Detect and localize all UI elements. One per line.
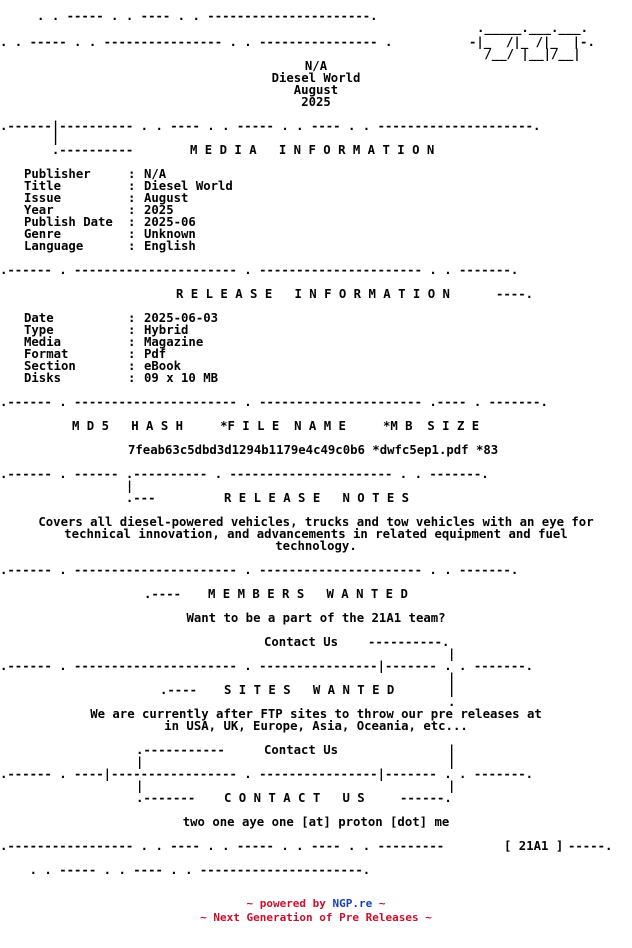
powered-by [0, 898, 632, 910]
separator: | [136, 756, 144, 769]
separator: .--- [0, 492, 156, 505]
separator: | [448, 672, 456, 685]
info-value: Hybrid [144, 324, 189, 337]
info-value: 2025-06 [144, 216, 196, 229]
separator: ----------. [368, 636, 450, 649]
contact-heading: C O N T A C T U S [224, 792, 365, 805]
info-value: 2025-06-03 [144, 312, 219, 325]
separator: | [0, 480, 134, 493]
powered-prefix: ~ powered by [246, 897, 333, 910]
info-colon: : [128, 180, 136, 193]
separator: .---- [160, 684, 198, 697]
info-value: English [144, 240, 196, 253]
powered-suffix: ~ [372, 897, 386, 910]
info-label: Publisher [24, 168, 91, 181]
separator: -----. [568, 840, 613, 853]
info-value: Diesel World [144, 180, 233, 193]
separator: | [0, 132, 60, 145]
sites-wanted-text: in USA, UK, Europe, Asia, Oceania, etc... [164, 720, 468, 733]
info-value: Unknown [144, 228, 196, 241]
separator: ------. [400, 792, 452, 805]
info-value: August [144, 192, 189, 205]
separator: .---------- [0, 144, 149, 157]
info-label: Type [24, 324, 54, 337]
info-colon: : [128, 216, 136, 229]
separator: | [136, 780, 144, 793]
release-notes-text: technical innovation, and advancements in related equipment and fuel [64, 528, 568, 541]
info-label: Section [24, 360, 76, 373]
separator: .------ . ---------------------- . ----------------|------- . . -------. [0, 660, 534, 673]
release-notes-text: Covers all diesel-powered vehicles, trucks and tow vehicles with an eye for [38, 516, 594, 529]
separator: .------ . ------ .---------- . ---------------------- . . -------. [0, 468, 489, 481]
separator: . [448, 696, 456, 709]
info-colon: : [128, 228, 136, 241]
info-colon: : [128, 336, 136, 349]
header-issue: August [293, 84, 339, 97]
info-label: Date [24, 312, 54, 325]
separator: | [448, 648, 456, 661]
ascii-art-top-1: . . ----- . . ---- . . ----------------------. [0, 10, 378, 23]
info-colon: : [128, 168, 136, 181]
members-contact-link[interactable]: Contact Us [264, 636, 339, 649]
info-value: 09 x 10 MB [144, 372, 219, 385]
separator: | [448, 684, 456, 697]
info-colon: : [128, 312, 136, 325]
separator: .----------- [136, 744, 225, 757]
ascii-art-top-2: . . ----- . . ---------------- . . ---------------- . [0, 36, 393, 49]
info-label: Media [24, 336, 62, 349]
separator: | [448, 744, 456, 757]
info-label: Genre [24, 228, 62, 241]
separator: ----. [496, 288, 534, 301]
info-label: Issue [24, 192, 62, 205]
release-notes-text: technology. [275, 540, 357, 553]
info-label: Publish Date [24, 216, 113, 229]
info-colon: : [128, 372, 136, 385]
hash-heading: M D 5 H A S H *F I L E N A M E *M B S I Z E [72, 420, 480, 433]
sites-contact-link[interactable]: Contact Us [264, 744, 339, 757]
separator: .------ . ---------------------- . ---------------------- . . -------. [0, 264, 519, 277]
info-label: Format [24, 348, 69, 361]
tagline: ~ Next Generation of Pre Releases ~ [200, 911, 432, 924]
header-year: 2025 [301, 96, 331, 109]
info-colon: : [128, 240, 136, 253]
release-info-heading: R E L E A S E I N F O R M A T I O N [176, 288, 450, 301]
sites-wanted-text: We are currently after FTP sites to throw our pre releases at [90, 708, 542, 721]
hash-value: 7feab63c5dbd3d1294b1179e4c49c0b6 *dwfc5ep1.pdf *83 [128, 444, 499, 457]
members-wanted-text: Want to be a part of the 21A1 team? [186, 612, 446, 625]
contact-email: two one aye one [at] proton [dot] me [182, 816, 450, 829]
separator: | [448, 780, 456, 793]
logo-line-1: ._____.___.___. [477, 22, 589, 35]
separator: | [448, 756, 456, 769]
separator: .----------------- . . ---- . . ----- . . ---- . . --------- [0, 840, 445, 853]
info-colon: : [128, 192, 136, 205]
info-label: Disks [24, 372, 62, 385]
separator: .------|---------- . . ---- . . ----- . . ---- . . ---------------------. [0, 120, 541, 133]
separator: .------ . ----|----------------- . ----------------|------- . . -------. [0, 768, 534, 781]
header-publisher: N/A [304, 60, 328, 73]
separator: .---- [144, 588, 182, 601]
ngp-link[interactable]: NGP.re [332, 897, 373, 910]
info-value: Magazine [144, 336, 204, 349]
info-colon: : [128, 204, 136, 217]
separator: .------- [136, 792, 196, 805]
media-info-heading: M E D I A I N F O R M A T I O N [190, 144, 435, 157]
info-label: Language [24, 240, 84, 253]
info-label: Year [24, 204, 54, 217]
info-value: Pdf [144, 348, 167, 361]
info-colon: : [128, 348, 136, 361]
logo-line-2: -|_ /|_ /|_ |-. [469, 36, 595, 49]
members-wanted-heading: M E M B E R S W A N T E D [208, 588, 408, 601]
separator: .------ . ---------------------- . ---------------------- .---- . -------. [0, 396, 548, 409]
release-notes-heading: R E L E A S E N O T E S [224, 492, 410, 505]
info-value: eBook [144, 360, 182, 373]
group-tag: [ 21A1 ] [504, 840, 564, 853]
info-value: N/A [144, 168, 167, 181]
info-value: 2025 [144, 204, 174, 217]
header-title: Diesel World [271, 72, 361, 85]
separator: .------ . ---------------------- . ---------------------- . . -------. [0, 564, 519, 577]
logo-line-3: /__/ |__|/__| [477, 48, 581, 61]
info-colon: : [128, 360, 136, 373]
ascii-art-bottom: . . ----- . . ---- . . ----------------------. [0, 864, 371, 877]
info-label: Title [24, 180, 62, 193]
info-colon: : [128, 324, 136, 337]
sites-wanted-heading: S I T E S W A N T E D [224, 684, 395, 697]
